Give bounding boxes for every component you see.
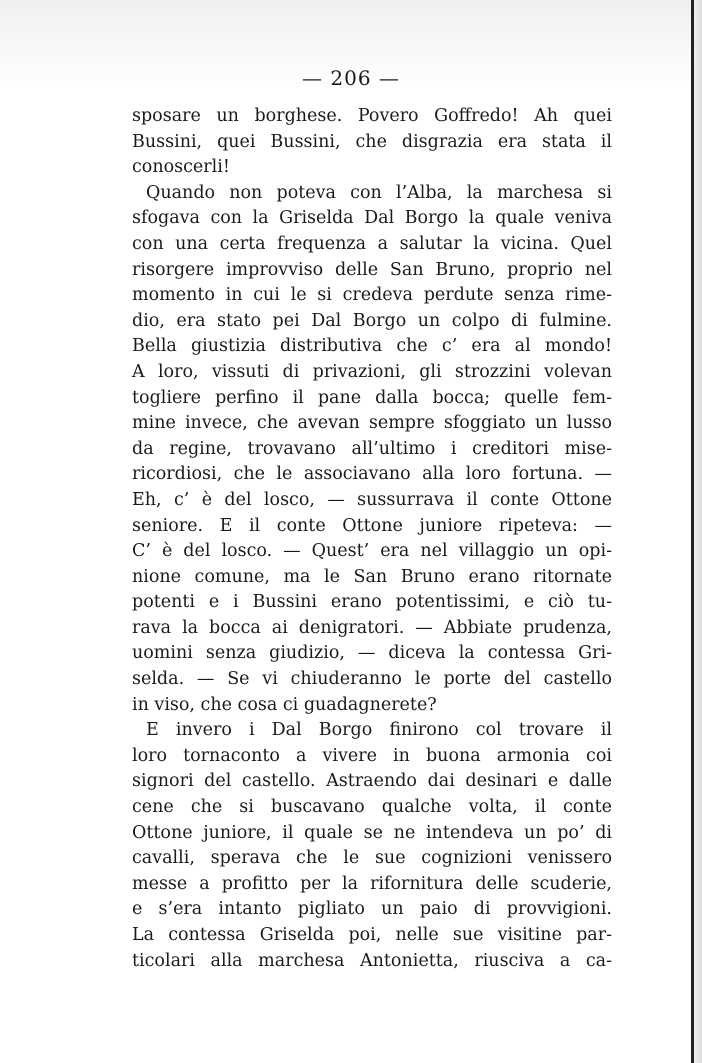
text-line: ricordiosi, che le associavano alla loro fortuna. — (132, 464, 612, 485)
text-line: uomini senza giudizio, — diceva la contessa Gri- (132, 643, 612, 664)
page-number: — 206 — (302, 66, 400, 90)
text-line: da regine, trovavano all’ultimo i creditori mise- (132, 438, 612, 459)
text-line: sposare un borghese. Povero Goffredo! Ah quei (132, 106, 612, 126)
text-line: Bussini, quei Bussini, che disgrazia era stata il (132, 131, 612, 152)
text-line: loro tornaconto a vivere in buona armonia coi (132, 745, 612, 766)
text-line: mine invece, che avevan sempre sfoggiato un lusso (132, 413, 612, 434)
text-line: risorgere improvviso delle San Bruno, proprio nel (132, 259, 612, 280)
text-line: potenti e i Bussini erano potentissimi, e ciò tu- (132, 592, 612, 613)
page-edge (691, 0, 694, 1063)
text-line: in viso, che cosa ci guadagnerete? (132, 694, 437, 715)
text-line: messe a profitto per la rifornitura delle scuderie, (132, 873, 612, 894)
text-line: selda. — Se vi chiuderanno le porte del castello (132, 669, 612, 690)
text-line: e s’era intanto pigliato un paio di provvigioni. (132, 899, 612, 920)
text-line: E invero i Dal Borgo finirono col trovare il (146, 720, 612, 741)
page-edge-shadow (694, 0, 702, 1063)
text-line: conoscerli! (132, 157, 230, 178)
text-line: rava la bocca ai denigratori. — Abbiate prudenza, (132, 617, 612, 638)
text-line: togliere perfino il pane dalla bocca; quelle fem- (132, 387, 612, 408)
text-line: nione comune, ma le San Bruno erano ritornate (132, 566, 612, 587)
text-line: La contessa Griselda poi, nelle sue visitine par- (132, 925, 612, 945)
body-text (132, 104, 612, 974)
text-line: seniore. E il conte Ottone juniore ripeteva: — (132, 515, 612, 536)
text-line: con una certa frequenza a salutar la vicina. Quel (132, 233, 612, 254)
text-line: signori del castello. Astraendo dai desinari e dalle (132, 771, 612, 792)
text-line: C’ è del losco. — Quest’ era nel villaggio un opi- (132, 541, 612, 562)
text-line: Eh, c’ è del losco, — sussurrava il conte Ottone (132, 489, 612, 510)
text-line: Ottone juniore, il quale se ne intendeva un po’ di (132, 822, 612, 843)
text-line: momento in cui le si credeva perdute senza rime- (132, 285, 612, 306)
text-line: dio, era stato pei Dal Borgo un colpo di fulmine. (132, 310, 612, 331)
text-line: Bella giustizia distributiva che c’ era al mondo! (132, 336, 612, 357)
text-line: A loro, vissuti di privazioni, gli strozzini volevan (132, 361, 612, 382)
text-line: Quando non poteva con l’Alba, la marchesa si (146, 182, 612, 203)
text-line: cavalli, sperava che le sue cognizioni venissero (132, 848, 612, 869)
text-line: ticolari alla marchesa Antonietta, riusciva a ca- (132, 950, 612, 971)
text-line: cene che si buscavano qualche volta, il conte (132, 797, 612, 818)
text-line: sfogava con la Griselda Dal Borgo la quale veniva (132, 208, 612, 229)
